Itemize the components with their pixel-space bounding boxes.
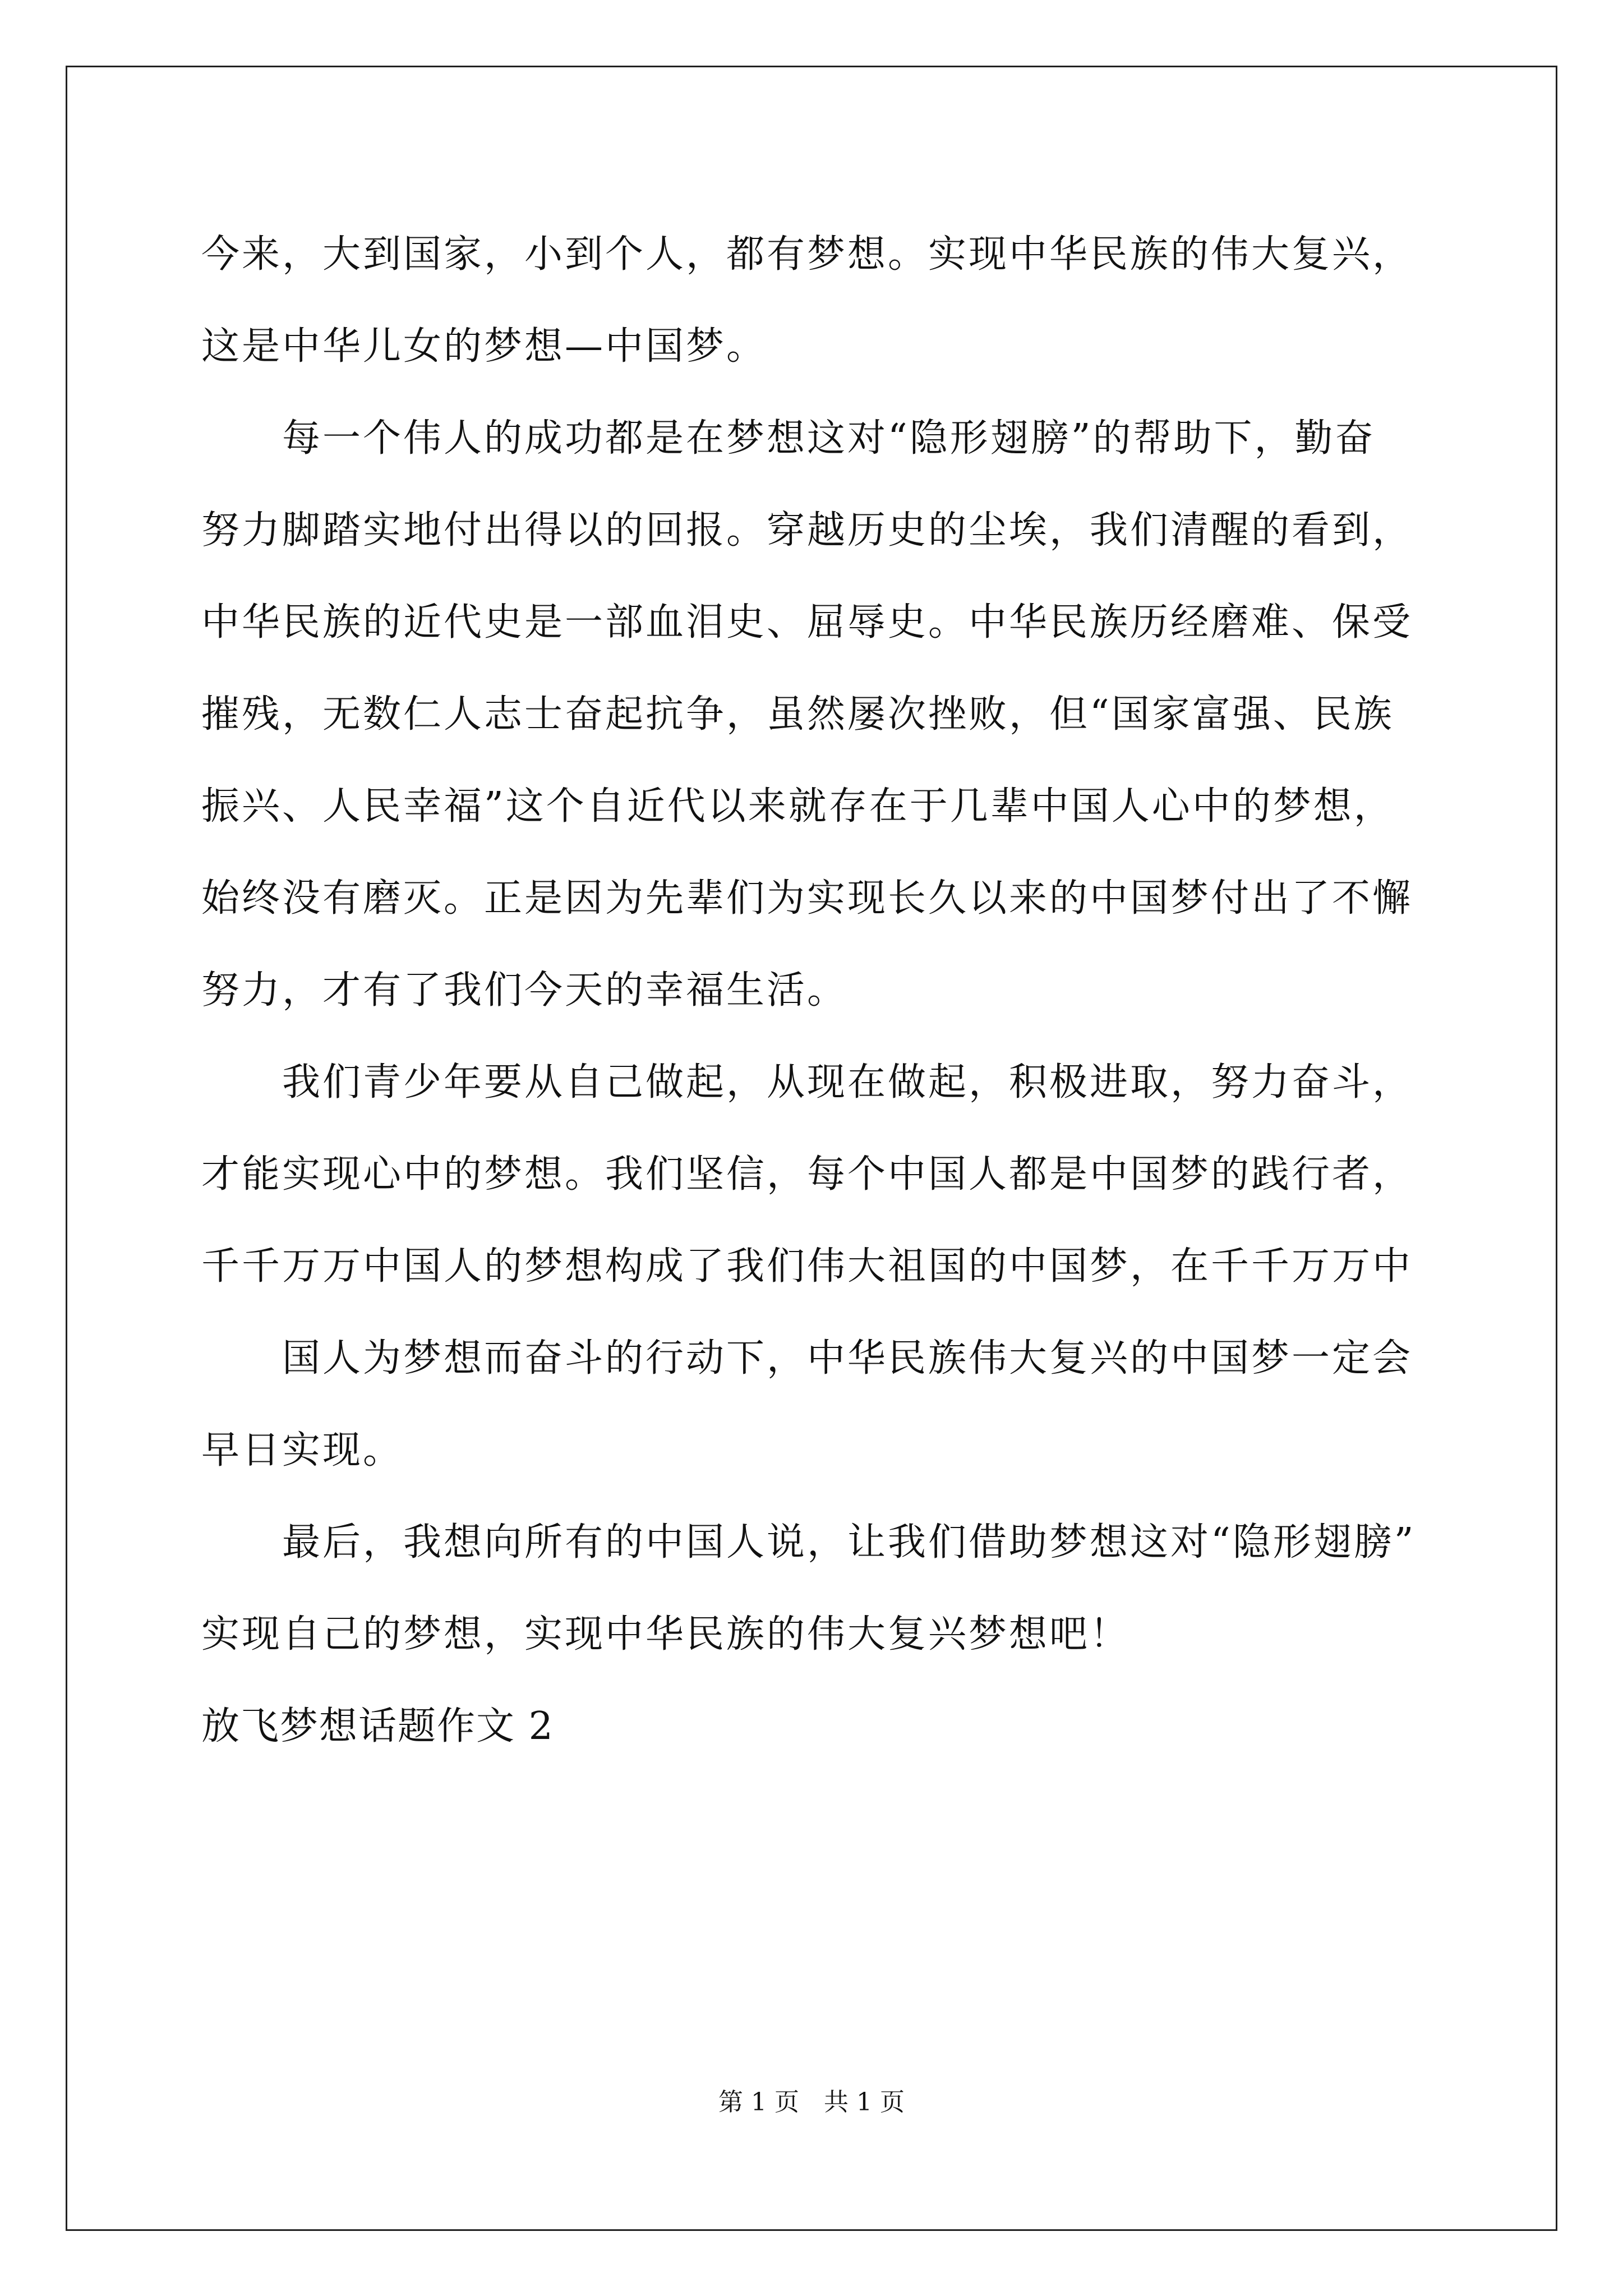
text-line: 国人为梦想而奋斗的行动下，中华民族伟大复兴的中国梦一定会 (282, 1336, 1413, 1381)
text-line: 今来，大到国家，小到个人，都有梦想。实现中华民族的伟大复兴， (201, 232, 1413, 277)
text-line: 最后，我想向所有的中国人说，让我们借助梦想这对“隐形翅膀” (282, 1520, 1416, 1565)
text-line: 才能实现心中的梦想。我们坚信，每个中国人都是中国梦的践行者， (201, 1152, 1413, 1197)
page-number-footer: 第 1 页 共 1 页 (718, 2088, 905, 2116)
text-line: 早日实现。 (201, 1428, 404, 1473)
text-line: 努力，才有了我们今天的幸福生活。 (201, 968, 848, 1013)
text-line: 我们青少年要从自己做起，从现在做起，积极进取，努力奋斗， (282, 1060, 1413, 1105)
text-line: 摧残，无数仁人志士奋起抗争，虽然屡次挫败，但“国家富强、民族 (201, 692, 1394, 737)
text-line: 振兴、人民幸福”这个自近代以来就存在于几辈中国人心中的梦想， (201, 784, 1394, 829)
text-line: 始终没有磨灭。正是因为先辈们为实现长久以来的中国梦付出了不懈 (201, 876, 1413, 921)
text-line: 每一个伟人的成功都是在梦想这对“隐形翅膀”的帮助下，勤奋 (282, 416, 1376, 461)
section-heading: 放飞梦想话题作文 2 (201, 1704, 554, 1749)
document-body (201, 209, 1446, 1773)
text-line: 努力脚踏实地付出得以的回报。穿越历史的尘埃，我们清醒的看到， (201, 508, 1413, 553)
text-line: 千千万万中国人的梦想构成了我们伟大祖国的中国梦，在千千万万中 (201, 1244, 1413, 1289)
text-line: 这是中华儿女的梦想—中国梦。 (201, 324, 767, 369)
text-line: 实现自己的梦想，实现中华民族的伟大复兴梦想吧！ (201, 1612, 1131, 1657)
text-line: 中华民族的近代史是一部血泪史、屈辱史。中华民族历经磨难、保受 (201, 600, 1413, 645)
